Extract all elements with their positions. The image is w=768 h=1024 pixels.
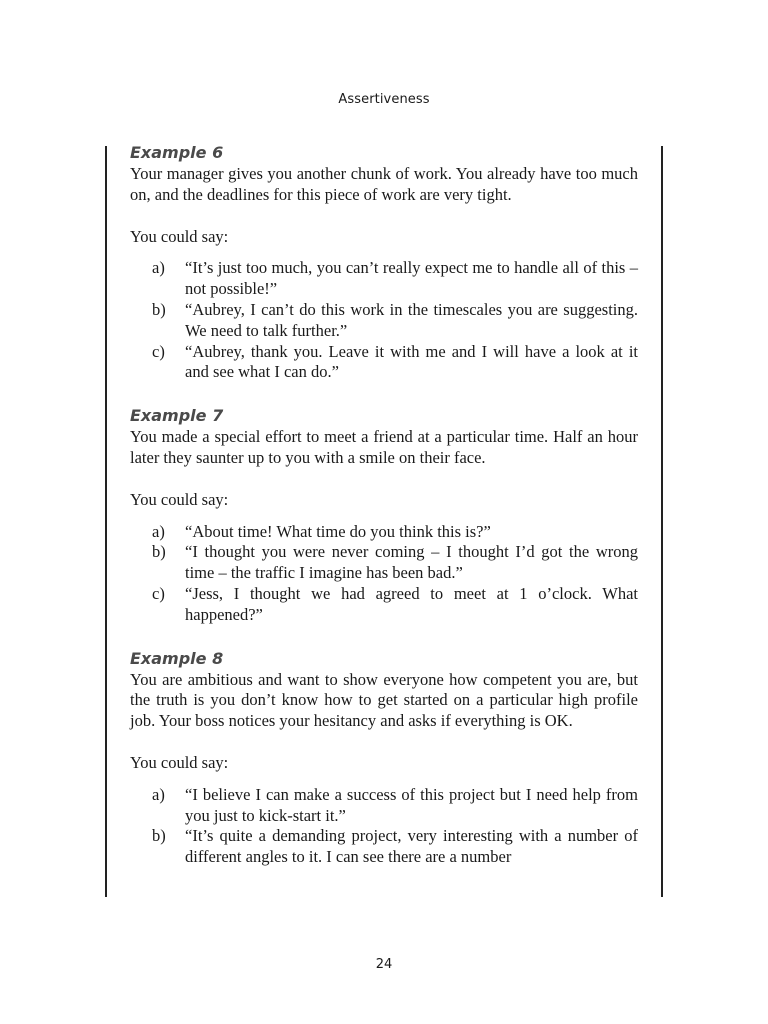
running-head: Assertiveness <box>338 92 430 107</box>
response-options <box>130 785 638 868</box>
response-option <box>130 826 638 868</box>
response-option <box>130 522 638 543</box>
option-marker: a) <box>152 521 165 541</box>
you-could-say-label: You could say: <box>130 752 229 772</box>
response-option <box>130 342 638 384</box>
example-scenario: Your manager gives you another chunk of work. You already have too much on, and the deadlines for this piece of work are very tight. <box>130 164 638 204</box>
option-marker: b) <box>152 826 166 846</box>
option-marker: c) <box>152 341 165 361</box>
option-text: “Aubrey, I can’t do this work in the timescales you are suggesting. We need to talk further.” <box>185 299 638 340</box>
page-number: 24 <box>375 957 393 972</box>
example-6-section <box>130 142 638 383</box>
response-option <box>130 542 638 584</box>
option-text: “It’s just too much, you can’t really expect me to handle all of this – not possible!” <box>185 258 638 299</box>
response-option <box>130 258 638 300</box>
option-marker: a) <box>152 258 165 278</box>
example-heading: Example 6 <box>130 143 224 162</box>
option-text: “It’s quite a demanding project, very interesting with a number of different angles to it. I can see there are a number <box>185 826 638 867</box>
you-could-say-label: You could say: <box>130 489 229 509</box>
response-options <box>130 258 638 383</box>
response-option <box>130 785 638 827</box>
response-option <box>130 584 638 626</box>
example-scenario: You are ambitious and want to show everyone how competent you are, but the truth is you don’t know how to get started on a particular high profile job. Your boss notices your hesitancy and asks if everything is OK. <box>130 669 638 731</box>
example-8-section <box>130 648 638 868</box>
option-text: “About time! What time do you think this is?” <box>185 521 491 541</box>
response-option <box>130 300 638 342</box>
option-text: “Jess, I thought we had agreed to meet at 1 o’clock. What happened?” <box>185 583 638 624</box>
example-scenario: You made a special effort to meet a friend at a particular time. Half an hour later they saunter up to you with a smile on their face. <box>130 427 638 467</box>
option-text: “Aubrey, thank you. Leave it with me and I will have a look at it and see what I can do.” <box>185 341 638 382</box>
you-could-say-label: You could say: <box>130 226 229 246</box>
example-heading: Example 7 <box>130 406 224 426</box>
response-options <box>130 522 638 626</box>
example-heading: Example 8 <box>130 648 224 668</box>
example-7-section <box>130 405 638 625</box>
option-marker: c) <box>152 583 165 603</box>
option-marker: b) <box>152 542 166 562</box>
option-marker: b) <box>152 299 166 319</box>
option-text: “I thought you were never coming – I thought I’d got the wrong time – the traffic I imagine has been bad.” <box>185 542 638 583</box>
option-marker: a) <box>152 784 165 804</box>
option-text: “I believe I can make a success of this project but I need help from you just to kick-start it.” <box>185 784 638 825</box>
box-content <box>130 142 638 890</box>
